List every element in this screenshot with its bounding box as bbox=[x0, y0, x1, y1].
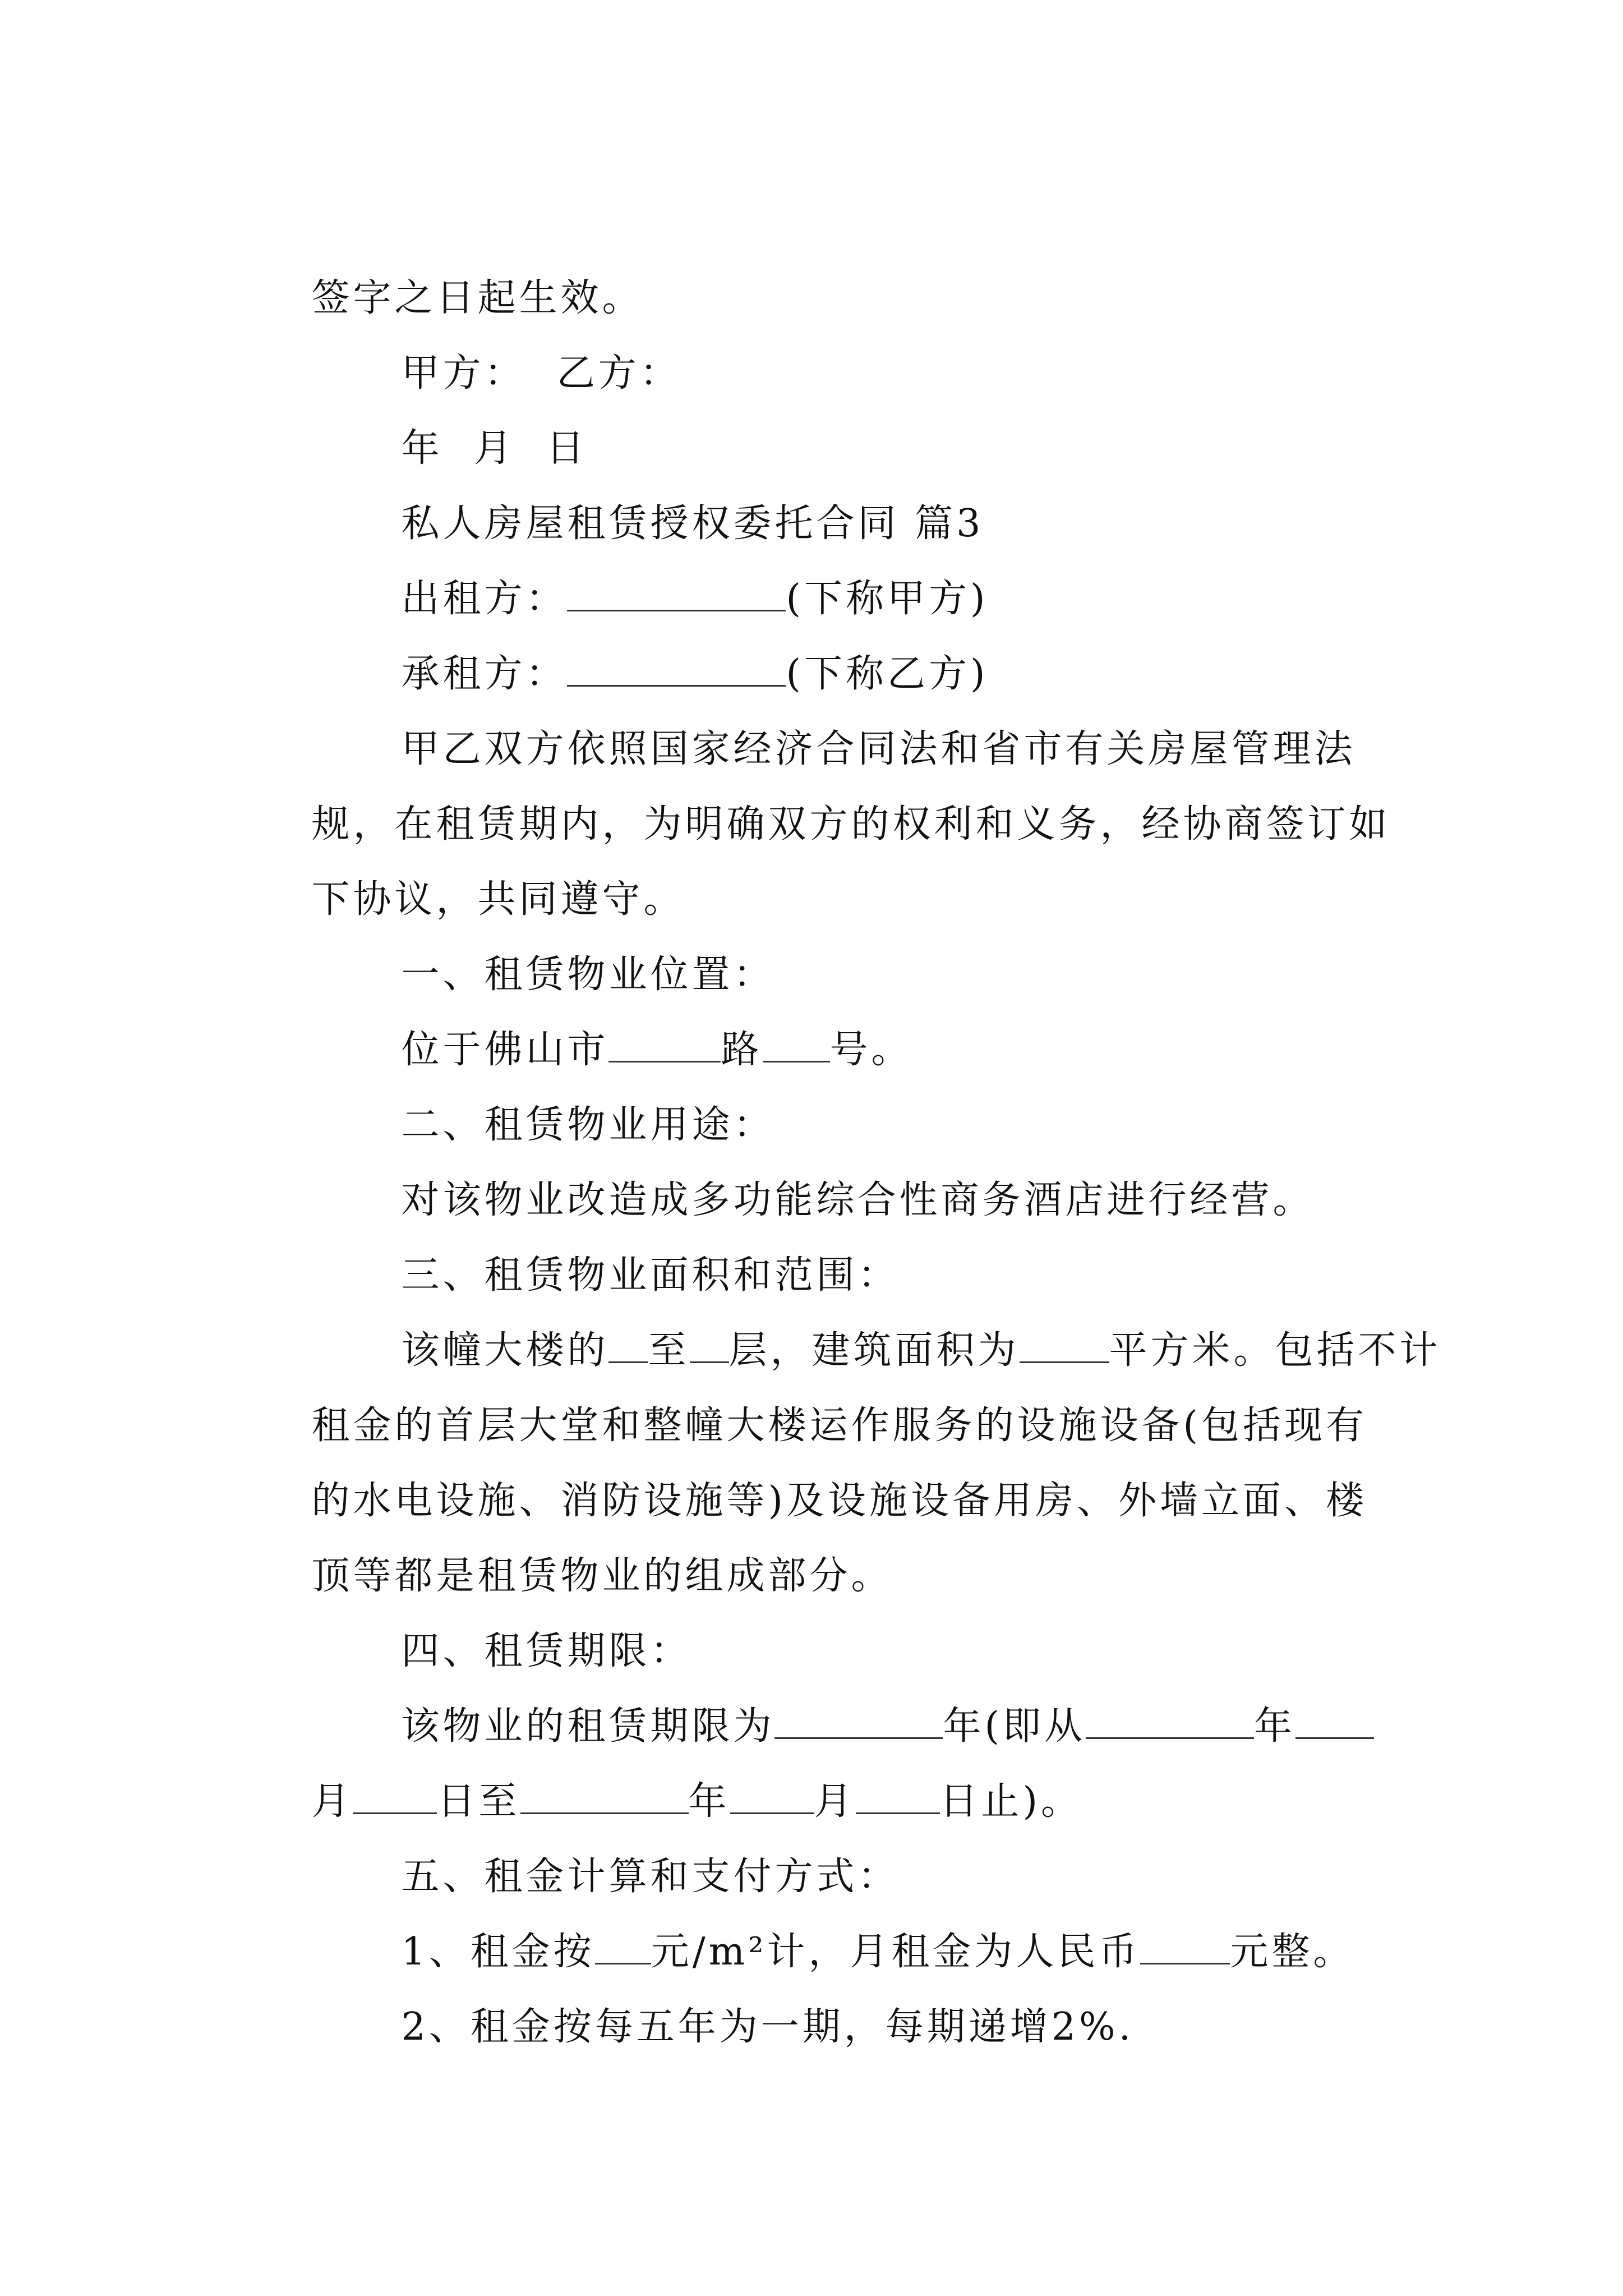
text-line bbox=[339, 1947, 1134, 2108]
line-text: 出租方： bbox=[401, 577, 568, 621]
line-text: 年(即从 bbox=[943, 1704, 1086, 1749]
line-text: 1、租金按 bbox=[401, 1930, 595, 1974]
line-text: 下协议，共同遵守。 bbox=[311, 877, 685, 922]
line-text: 元整。 bbox=[1230, 1930, 1355, 1974]
line-text: 三、租赁物业面积和范围： bbox=[401, 1253, 900, 1297]
line-text: 号。 bbox=[829, 1028, 913, 1072]
line-text: 层，建筑面积为 bbox=[728, 1328, 1020, 1373]
line-text: 顶等都是租赁物业的组成部分。 bbox=[311, 1554, 893, 1598]
line-text: 承租方： bbox=[401, 652, 568, 696]
fill-blank bbox=[1140, 1929, 1230, 1964]
line-text: 年 bbox=[1254, 1704, 1296, 1749]
line-text: 路 bbox=[721, 1028, 763, 1072]
line-text: 对该物业改造成多功能综合性商务酒店进行经营。 bbox=[401, 1178, 1315, 1222]
line-text: 位于佛山市 bbox=[401, 1028, 609, 1072]
line-text: 年 bbox=[688, 1779, 730, 1824]
line-text: 该幢大楼的 bbox=[401, 1328, 609, 1373]
fill-blank bbox=[1295, 1704, 1374, 1739]
line-text: 该物业的租赁期限为 bbox=[401, 1704, 775, 1749]
line-text: 私人房屋租赁授权委托合同 篇3 bbox=[401, 501, 984, 546]
line-text: 甲方： 乙方： bbox=[401, 351, 681, 395]
line-text: 签字之日起生效。 bbox=[311, 276, 644, 320]
line-text: 2、租金按每五年为一期，每期递增2%. bbox=[401, 2005, 1135, 2049]
line-text: 四、租赁期限： bbox=[401, 1629, 692, 1673]
line-text: 日止)。 bbox=[939, 1779, 1083, 1824]
line-text: 甲乙双方依照国家经济合同法和省市有关房屋管理法 bbox=[401, 727, 1356, 771]
fill-blank bbox=[1086, 1704, 1254, 1739]
line-text: 二、租赁物业用途： bbox=[401, 1103, 775, 1147]
line-text: 租金的首层大堂和整幢大楼运作服务的设施设备(包括现有 bbox=[311, 1404, 1367, 1448]
line-text: 一、租赁物业位置： bbox=[401, 953, 775, 997]
line-text: 至 bbox=[648, 1328, 690, 1373]
line-text: 日至 bbox=[437, 1779, 520, 1824]
line-text: 规，在租赁期内，为明确双方的权利和义务，经协商签订如 bbox=[311, 802, 1391, 846]
line-text: 年 月 日 bbox=[401, 426, 588, 471]
line-text: 月 bbox=[311, 1779, 353, 1824]
line-text: 的水电设施、消防设施等)及设施设备用房、外墙立面、楼 bbox=[311, 1479, 1367, 1523]
line-text: 月 bbox=[814, 1779, 856, 1824]
line-text: (下称甲方) bbox=[786, 577, 989, 621]
line-text: 平方米。包括不计 bbox=[1109, 1328, 1441, 1373]
line-text: 五、租金计算和支付方式： bbox=[401, 1855, 900, 1899]
line-text: (下称乙方) bbox=[786, 652, 989, 696]
line-text: 元/m²计，月租金为人民币 bbox=[651, 1930, 1141, 1974]
